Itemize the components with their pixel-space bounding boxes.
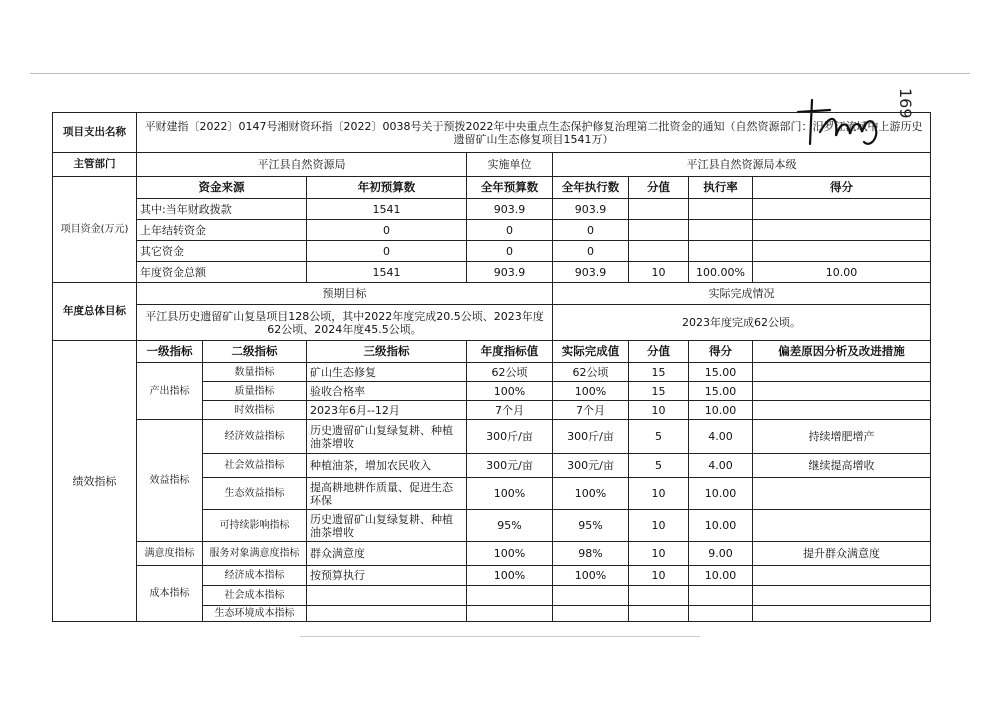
group-output: 产出指标 xyxy=(137,363,203,420)
perf-note xyxy=(753,401,931,420)
goal-actual-text: 2023年度完成62公顷。 xyxy=(553,305,931,341)
funds-row xyxy=(53,199,931,220)
perf-note xyxy=(753,510,931,542)
perf-l2: 服务对象满意度指标 xyxy=(203,542,307,566)
perf-l3: 按预算执行 xyxy=(307,566,467,586)
perf-l3: 群众满意度 xyxy=(307,542,467,566)
perf-score: 4.00 xyxy=(689,454,753,478)
perf-header-l3: 三级指标 xyxy=(307,341,467,363)
fund-score: 10.00 xyxy=(753,262,931,283)
fund-weight: 10 xyxy=(629,262,689,283)
perf-l3: 验收合格率 xyxy=(307,382,467,401)
perf-target: 300斤/亩 xyxy=(467,420,553,454)
funds-label: 项目资金(万元) xyxy=(53,177,137,283)
perf-l3: 历史遗留矿山复绿复耕、种植油茶增收 xyxy=(307,420,467,454)
perf-actual: 95% xyxy=(553,510,629,542)
perf-l2: 数量指标 xyxy=(203,363,307,382)
perf-score: 10.00 xyxy=(689,401,753,420)
performance-evaluation-table xyxy=(52,112,930,634)
perf-score xyxy=(689,586,753,606)
perf-target: 7个月 xyxy=(467,401,553,420)
funds-row xyxy=(53,220,931,241)
perf-target: 95% xyxy=(467,510,553,542)
perf-weight xyxy=(629,586,689,606)
fund-executed: 903.9 xyxy=(553,262,629,283)
perf-l3 xyxy=(307,606,467,622)
fund-rate xyxy=(689,199,753,220)
perf-score: 9.00 xyxy=(689,542,753,566)
fund-annual: 903.9 xyxy=(467,262,553,283)
perf-note xyxy=(753,586,931,606)
fund-source: 上年结转资金 xyxy=(137,220,307,241)
perf-row xyxy=(53,542,931,566)
perf-target: 100% xyxy=(467,382,553,401)
project-name-value: 平财建指〔2022〕0147号湘财资环指〔2022〕0038号关于预拨2022年中央重点生态保护修复治理第二批资金的通知（自然资源部门：汨罗江流域中上游历史遗留矿山生态修复项目1541万） xyxy=(137,113,931,153)
perf-target: 100% xyxy=(467,478,553,510)
impl-value: 平江县自然资源局本级 xyxy=(553,153,931,177)
fund-rate xyxy=(689,241,753,262)
perf-weight: 5 xyxy=(629,420,689,454)
funds-header-initial: 年初预算数 xyxy=(307,177,467,199)
perf-score: 15.00 xyxy=(689,382,753,401)
goal-label: 年度总体目标 xyxy=(53,283,137,341)
perf-weight: 15 xyxy=(629,382,689,401)
funds-header-score: 得分 xyxy=(753,177,931,199)
perf-header-score: 得分 xyxy=(689,341,753,363)
perf-l2: 经济效益指标 xyxy=(203,420,307,454)
perf-l2: 生态环境成本指标 xyxy=(203,606,307,622)
scan-top-rule xyxy=(30,73,970,74)
perf-actual: 100% xyxy=(553,478,629,510)
fund-initial: 0 xyxy=(307,220,467,241)
fund-rate: 100.00% xyxy=(689,262,753,283)
perf-target: 62公顷 xyxy=(467,363,553,382)
perf-target: 300元/亩 xyxy=(467,454,553,478)
perf-target: 100% xyxy=(467,566,553,586)
perf-weight: 10 xyxy=(629,478,689,510)
perf-target xyxy=(467,586,553,606)
perf-score xyxy=(689,606,753,622)
perf-header-target: 年度指标值 xyxy=(467,341,553,363)
perf-note: 继续提高增收 xyxy=(753,454,931,478)
impl-label: 实施单位 xyxy=(467,153,553,177)
fund-annual: 0 xyxy=(467,220,553,241)
perf-l2: 社会效益指标 xyxy=(203,454,307,478)
perf-actual xyxy=(553,586,629,606)
perf-note xyxy=(753,478,931,510)
perf-actual: 100% xyxy=(553,382,629,401)
perf-note xyxy=(753,606,931,622)
perf-l2: 社会成本指标 xyxy=(203,586,307,606)
perf-actual xyxy=(553,606,629,622)
perf-header-l2: 二级指标 xyxy=(203,341,307,363)
perf-actual: 100% xyxy=(553,566,629,586)
goal-expected-text: 平江县历史遗留矿山复垦项目128公顷，其中2022年度完成20.5公顷、2023年度62公顷、2024年度45.5公顷。 xyxy=(137,305,553,341)
fund-rate xyxy=(689,220,753,241)
perf-row xyxy=(53,420,931,454)
funds-total-row xyxy=(53,262,931,283)
perf-l3: 矿山生态修复 xyxy=(307,363,467,382)
perf-score: 15.00 xyxy=(689,363,753,382)
perf-actual: 7个月 xyxy=(553,401,629,420)
fund-initial: 1541 xyxy=(307,199,467,220)
funds-header-weight: 分值 xyxy=(629,177,689,199)
perf-l2: 可持续影响指标 xyxy=(203,510,307,542)
fund-annual: 903.9 xyxy=(467,199,553,220)
funds-header-annual: 全年预算数 xyxy=(467,177,553,199)
fund-source: 年度资金总额 xyxy=(137,262,307,283)
perf-l2: 经济成本指标 xyxy=(203,566,307,586)
perf-actual: 62公顷 xyxy=(553,363,629,382)
funds-header-source: 资金来源 xyxy=(137,177,307,199)
perf-note xyxy=(753,382,931,401)
perf-score: 10.00 xyxy=(689,478,753,510)
dept-label: 主管部门 xyxy=(53,153,137,177)
perf-l2: 生态效益指标 xyxy=(203,478,307,510)
perf-score: 10.00 xyxy=(689,510,753,542)
perf-l3: 种植油茶，增加农民收入 xyxy=(307,454,467,478)
perf-note: 提升群众满意度 xyxy=(753,542,931,566)
fund-executed: 0 xyxy=(553,241,629,262)
perf-weight xyxy=(629,606,689,622)
perf-l3: 提高耕地耕作质量、促进生态环保 xyxy=(307,478,467,510)
dept-value: 平江县自然资源局 xyxy=(137,153,467,177)
perf-note xyxy=(753,363,931,382)
perf-header-weight: 分值 xyxy=(629,341,689,363)
fund-initial: 1541 xyxy=(307,262,467,283)
fund-weight xyxy=(629,199,689,220)
fund-source: 其它资金 xyxy=(137,241,307,262)
perf-row xyxy=(53,363,931,382)
funds-header-rate: 执行率 xyxy=(689,177,753,199)
perf-weight: 5 xyxy=(629,454,689,478)
fund-executed: 903.9 xyxy=(553,199,629,220)
group-satisfaction: 满意度指标 xyxy=(137,542,203,566)
perf-l2: 质量指标 xyxy=(203,382,307,401)
perf-l3: 历史遗留矿山复绿复耕、种植油茶增收 xyxy=(307,510,467,542)
fund-score xyxy=(753,220,931,241)
perf-weight: 15 xyxy=(629,363,689,382)
perf-score: 10.00 xyxy=(689,566,753,586)
perf-score: 4.00 xyxy=(689,420,753,454)
fund-executed: 0 xyxy=(553,220,629,241)
fund-initial: 0 xyxy=(307,241,467,262)
scan-bottom-rule xyxy=(300,636,700,637)
fund-score xyxy=(753,199,931,220)
perf-label: 绩效指标 xyxy=(53,341,137,622)
page-number: 169 xyxy=(896,88,915,119)
group-benefit: 效益指标 xyxy=(137,420,203,542)
perf-header-note: 偏差原因分析及改进措施 xyxy=(753,341,931,363)
perf-note: 持续增肥增产 xyxy=(753,420,931,454)
perf-weight: 10 xyxy=(629,401,689,420)
perf-actual: 300元/亩 xyxy=(553,454,629,478)
goal-expected-header: 预期目标 xyxy=(137,283,553,305)
perf-row xyxy=(53,566,931,586)
fund-weight xyxy=(629,241,689,262)
perf-header-actual: 实际完成值 xyxy=(553,341,629,363)
perf-l2: 时效指标 xyxy=(203,401,307,420)
group-cost: 成本指标 xyxy=(137,566,203,622)
perf-note xyxy=(753,566,931,586)
perf-weight: 10 xyxy=(629,566,689,586)
project-name-label: 项目支出名称 xyxy=(53,113,137,153)
perf-target: 100% xyxy=(467,542,553,566)
perf-actual: 300斤/亩 xyxy=(553,420,629,454)
goal-actual-header: 实际完成情况 xyxy=(553,283,931,305)
fund-annual: 0 xyxy=(467,241,553,262)
funds-header-executed: 全年执行数 xyxy=(553,177,629,199)
perf-target xyxy=(467,606,553,622)
perf-weight: 10 xyxy=(629,542,689,566)
perf-l3: 2023年6月--12月 xyxy=(307,401,467,420)
perf-l3 xyxy=(307,586,467,606)
funds-row xyxy=(53,241,931,262)
fund-source: 其中:当年财政拨款 xyxy=(137,199,307,220)
perf-weight: 10 xyxy=(629,510,689,542)
perf-actual: 98% xyxy=(553,542,629,566)
fund-score xyxy=(753,241,931,262)
perf-header-l1: 一级指标 xyxy=(137,341,203,363)
fund-weight xyxy=(629,220,689,241)
